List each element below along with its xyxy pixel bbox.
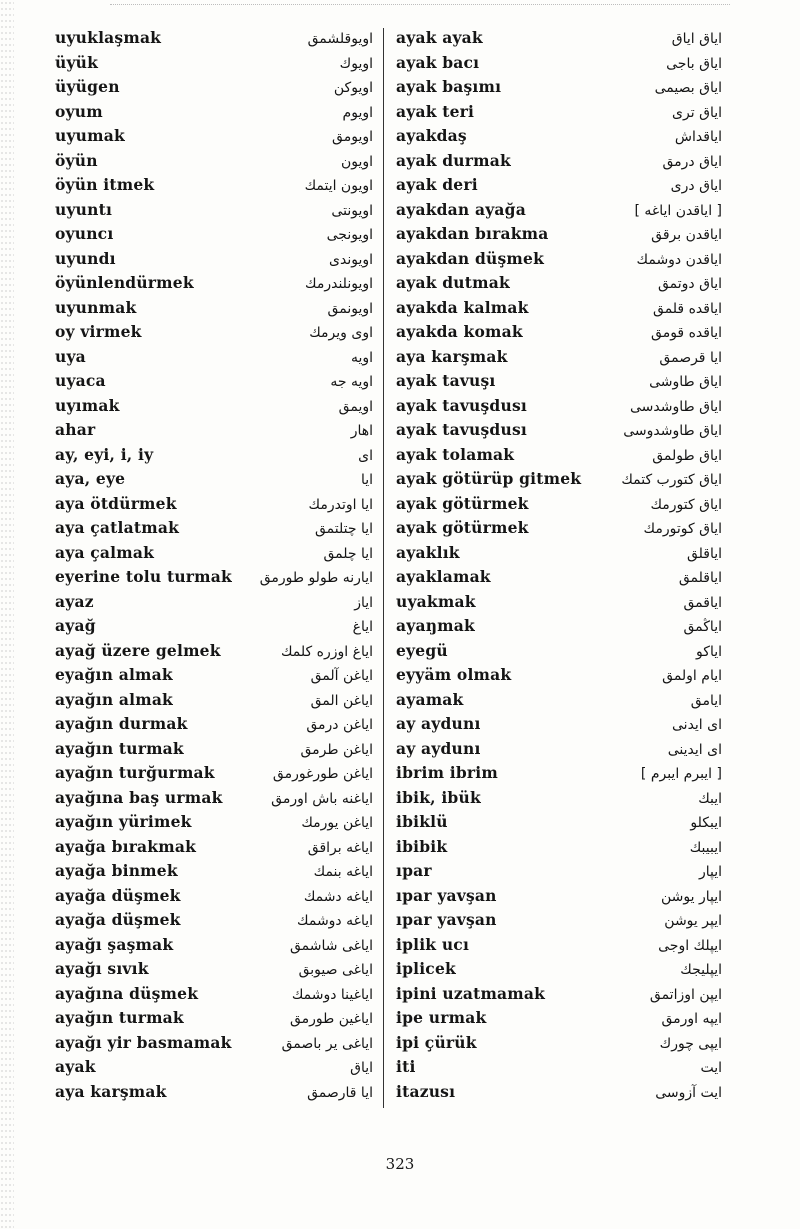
dictionary-entry — [396, 884, 722, 909]
entry-ottoman-script: ایاق تری — [672, 104, 722, 121]
entry-transliteration: üyük — [55, 52, 99, 72]
entry-transliteration: aya ötdürmek — [55, 493, 177, 513]
entry-transliteration: uyumak — [55, 126, 125, 145]
entry-transliteration: ayaz — [55, 591, 94, 611]
dictionary-entry — [396, 1006, 722, 1031]
dictionary-entry — [396, 590, 722, 615]
entry-ottoman-script: ایاقدن برقق — [651, 227, 722, 243]
entry-transliteration: ayaklamak — [396, 567, 491, 586]
entry-ottoman-script: اویون — [340, 153, 373, 170]
entry-transliteration: aya karşmak — [396, 346, 508, 366]
entry-ottoman-script: ایا قارصمق — [307, 1084, 373, 1101]
dictionary-entry — [396, 1080, 722, 1105]
dictionary-entry — [55, 418, 373, 443]
dictionary-entry — [396, 933, 722, 958]
dictionary-entry — [55, 320, 373, 345]
dictionary-entry — [55, 467, 373, 492]
entry-ottoman-script: ایاغی شاشمق — [290, 937, 373, 954]
dictionary-entry — [55, 222, 373, 247]
dictionary-entry — [55, 516, 373, 541]
entry-transliteration: ayağı şaşmak — [55, 934, 174, 954]
entry-ottoman-script: ایت آزوسی — [655, 1084, 722, 1101]
dictionary-entry — [55, 124, 373, 149]
entry-ottoman-script: ایاڭمق — [683, 619, 722, 635]
entry-transliteration: ayağın yürimek — [55, 812, 192, 831]
entry-ottoman-script: ایا چتلتمق — [314, 521, 373, 537]
entry-ottoman-script: ایاقلمق — [678, 570, 722, 586]
entry-ottoman-script: ایاغه بنمك — [313, 864, 373, 880]
entry-transliteration: ıpar yavşan — [396, 885, 497, 905]
dictionary-entry — [396, 492, 722, 517]
dictionary-entry — [55, 1055, 373, 1080]
entry-transliteration: ayak götürüp gitmek — [396, 469, 582, 488]
entry-ottoman-script: ایاغن یورمك — [301, 815, 373, 831]
dictionary-entry — [396, 639, 722, 664]
entry-ottoman-script: ایت — [700, 1060, 722, 1076]
entry-ottoman-script: ایاقدن دوشمك — [636, 251, 722, 268]
entry-ottoman-script: ایاقمق — [683, 594, 722, 611]
dictionary-entry — [396, 75, 722, 100]
entry-transliteration: ipe urmak — [396, 1008, 487, 1027]
entry-ottoman-script: اویون ایتمك — [304, 178, 373, 194]
entry-transliteration: ayağına baş urmak — [55, 787, 223, 807]
entry-ottoman-script: ایاغه دشمك — [303, 888, 373, 905]
entry-ottoman-script: ایاغن آلمق — [310, 668, 373, 684]
entry-ottoman-script: ایاقده قلمق — [653, 300, 722, 317]
entry-transliteration: ahar — [55, 420, 96, 439]
dictionary-entry — [55, 982, 373, 1007]
dictionary-entry — [55, 810, 373, 835]
scan-page-edge — [0, 0, 14, 1229]
dictionary-entry — [55, 737, 373, 762]
entry-ottoman-script: ایاق ایاق — [671, 31, 722, 47]
entry-transliteration: öyün — [55, 150, 98, 170]
dictionary-entry — [55, 296, 373, 321]
entry-ottoman-script: ایا اوتدرمك — [308, 496, 373, 513]
entry-ottoman-script: اویه — [350, 349, 373, 366]
entry-ottoman-script: ایاق كتورمك — [650, 496, 722, 513]
dictionary-entry — [55, 1080, 373, 1105]
dictionary-entry — [396, 614, 722, 639]
entry-ottoman-script: ایا قرصمق — [659, 349, 722, 366]
entry-transliteration: ayakda kalmak — [396, 297, 529, 317]
entry-transliteration: uyakmak — [396, 591, 476, 611]
entry-ottoman-script: ای — [358, 447, 373, 464]
dictionary-entry — [55, 51, 373, 76]
dictionary-entry — [396, 467, 722, 492]
entry-transliteration: iplicek — [396, 959, 456, 978]
entry-ottoman-script: اویوكن — [333, 80, 373, 96]
dictionary-entry — [396, 1031, 722, 1056]
entry-transliteration: ipi çürük — [396, 1032, 477, 1052]
entry-ottoman-script: ایاغن طورغورمق — [272, 766, 373, 782]
dictionary-entry — [55, 247, 373, 272]
entry-transliteration: ayak teri — [396, 101, 475, 121]
dictionary-entry — [396, 541, 722, 566]
dictionary-entry — [396, 443, 722, 468]
entry-ottoman-script: ایاغی صیوبق — [298, 962, 373, 978]
entry-transliteration: ayak ayak — [396, 28, 483, 47]
entry-ottoman-script: ایاغی یر باصمق — [281, 1035, 373, 1052]
entry-transliteration: iplik ucı — [396, 934, 470, 954]
entry-transliteration: ayak tavuşdusı — [396, 395, 527, 415]
dictionary-entry — [55, 369, 373, 394]
entry-ottoman-script: ایاق طاوشی — [649, 374, 722, 390]
entry-transliteration: eyağın almak — [55, 665, 173, 684]
entry-ottoman-script: اویونمق — [327, 300, 373, 317]
entry-ottoman-script: ایاق — [350, 1060, 373, 1076]
entry-transliteration: ayakdan ayağa — [396, 199, 526, 219]
entry-ottoman-script: ایاقلق — [686, 545, 722, 562]
dictionary-entry — [55, 1006, 373, 1031]
entry-transliteration: eyyäm olmak — [396, 665, 512, 684]
entry-ottoman-script: ایاق باجی — [666, 55, 722, 72]
dictionary-entry — [55, 565, 373, 590]
entry-ottoman-script: اویوندی — [329, 251, 373, 268]
dictionary-entry — [55, 345, 373, 370]
entry-transliteration: ıpar yavşan — [396, 910, 497, 929]
entry-transliteration: ayağa düşmek — [55, 910, 181, 929]
entry-transliteration: aya karşmak — [55, 1081, 167, 1101]
entry-transliteration: ıpar — [396, 861, 432, 880]
dictionary-entry — [55, 835, 373, 860]
entry-ottoman-script: ایا — [360, 472, 373, 488]
entry-ottoman-script: [ ایاقدن ایاغه ] — [634, 202, 722, 219]
entry-transliteration: ayağa bırakmak — [55, 836, 197, 856]
dictionary-entry — [55, 859, 373, 884]
entry-ottoman-script: ایارنه طولو طورمق — [259, 570, 373, 586]
entry-ottoman-script: ایاغ اوزره كلمك — [280, 643, 373, 660]
dictionary-entry — [55, 884, 373, 909]
dictionary-entry — [55, 75, 373, 100]
entry-ottoman-script: ایاق بصیمی — [654, 80, 722, 96]
entry-transliteration: uya — [55, 346, 86, 366]
dictionary-entry — [396, 173, 722, 198]
entry-transliteration: ayak deri — [396, 175, 478, 194]
entry-ottoman-script: ایپی چورك — [659, 1035, 722, 1052]
entry-ottoman-script: اویمق — [338, 398, 373, 415]
entry-transliteration: ayağın turmak — [55, 1008, 184, 1027]
entry-transliteration: ibibik — [396, 836, 448, 856]
entry-transliteration: ibik, ibük — [396, 787, 481, 807]
entry-transliteration: ayak bacı — [396, 52, 480, 72]
entry-ottoman-script: ایاقده قومق — [651, 325, 722, 341]
entry-transliteration: ayağa binmek — [55, 861, 178, 880]
dictionary-entry — [396, 418, 722, 443]
entry-ottoman-script: ایاق كتورب كتمك — [621, 472, 722, 488]
entry-transliteration: ayak dutmak — [396, 273, 510, 292]
entry-ottoman-script: اویومق — [332, 129, 373, 145]
entry-transliteration: ayak götürmek — [396, 518, 529, 537]
entry-ottoman-script: ایاغینا دوشمك — [291, 986, 373, 1003]
entry-transliteration: ayakdan bırakma — [396, 224, 549, 243]
entry-transliteration: ayakda komak — [396, 322, 523, 341]
entry-transliteration: uyaca — [55, 371, 106, 390]
entry-ottoman-script: اویوقلشمق — [307, 31, 373, 47]
dictionary-entry — [396, 737, 722, 762]
entry-transliteration: aya çalmak — [55, 542, 155, 562]
entry-ottoman-script: ایبك — [698, 790, 722, 807]
dictionary-entry — [396, 296, 722, 321]
right-column — [396, 26, 722, 1104]
dictionary-entry — [396, 663, 722, 688]
entry-ottoman-script: ایاز — [354, 594, 373, 611]
entry-transliteration: ayağın durmak — [55, 714, 188, 733]
dictionary-entry — [396, 957, 722, 982]
dictionary-entry — [55, 908, 373, 933]
entry-transliteration: ayakdaş — [396, 126, 467, 145]
entry-transliteration: ay, eyi, i, iy — [55, 444, 154, 464]
entry-ottoman-script: ایاق طاوشدسی — [629, 398, 722, 415]
entry-ottoman-script: ایاق دوتمق — [657, 276, 722, 292]
entry-transliteration: uyunmak — [55, 297, 137, 317]
dictionary-entry — [396, 1055, 722, 1080]
left-column — [55, 26, 373, 1104]
entry-transliteration: ayaŋmak — [396, 616, 475, 635]
entry-ottoman-script: اویونتی — [331, 202, 373, 219]
dictionary-entry — [396, 982, 722, 1007]
entry-transliteration: eyegü — [396, 640, 448, 660]
entry-ottoman-script: ایپلك اوجی — [658, 937, 722, 954]
entry-transliteration: ibiklü — [396, 812, 448, 831]
entry-ottoman-script: ایاق طولمق — [652, 447, 722, 464]
dictionary-entry — [396, 271, 722, 296]
dictionary-entry — [55, 786, 373, 811]
entry-ottoman-script: ایپن اوزاتمق — [649, 986, 722, 1003]
entry-ottoman-script: ایبیبك — [689, 839, 722, 856]
entry-ottoman-script: ایاغنه باش اورمق — [271, 790, 373, 807]
dictionary-entry — [55, 614, 373, 639]
entry-transliteration: ibrim ibrim — [396, 763, 498, 782]
entry-ottoman-script: [ ایبرم ایبرم ] — [640, 766, 722, 782]
entry-ottoman-script: اوی ویرمك — [309, 325, 373, 341]
dictionary-entry — [396, 320, 722, 345]
entry-ottoman-script: ایبكلو — [690, 815, 722, 831]
dictionary-entry — [396, 859, 722, 884]
entry-transliteration: eyerine tolu turmak — [55, 567, 232, 586]
dictionary-entry — [55, 761, 373, 786]
entry-ottoman-script: اویونلندرمك — [305, 276, 373, 292]
entry-transliteration: aya çatlatmak — [55, 518, 180, 537]
entry-transliteration: ayağın turmak — [55, 738, 184, 758]
entry-transliteration: öyün itmek — [55, 175, 155, 194]
entry-transliteration: ayakdan düşmek — [396, 248, 545, 268]
entry-ottoman-script: اویوم — [342, 104, 373, 121]
dictionary-entry — [55, 1031, 373, 1056]
entry-ottoman-script: ایپار یوشن — [660, 888, 722, 905]
entry-ottoman-script: ایاكو — [696, 643, 722, 660]
entry-ottoman-script: ایاق كوتورمك — [643, 521, 722, 537]
column-divider — [383, 28, 384, 1108]
dictionary-entry — [396, 100, 722, 125]
entry-transliteration: aya, eye — [55, 469, 126, 488]
entry-transliteration: ayak durmak — [396, 150, 511, 170]
dictionary-entry — [55, 688, 373, 713]
dictionary-entry — [55, 663, 373, 688]
entry-transliteration: ayak tolamak — [396, 444, 515, 464]
dictionary-entry — [55, 271, 373, 296]
dictionary-entry — [396, 712, 722, 737]
dictionary-entry — [55, 394, 373, 419]
entry-ottoman-script: اویه جه — [330, 374, 373, 390]
dictionary-entry — [396, 786, 722, 811]
dictionary-entry — [55, 443, 373, 468]
entry-transliteration: iti — [396, 1057, 416, 1076]
entry-transliteration: oyum — [55, 101, 103, 121]
dictionary-entry — [396, 51, 722, 76]
entry-ottoman-script: ایاق طاوشدوسی — [623, 423, 722, 439]
entry-transliteration: ayak götürmek — [396, 493, 529, 513]
entry-transliteration: uyımak — [55, 395, 120, 415]
dictionary-entry — [396, 149, 722, 174]
dictionary-entry — [55, 957, 373, 982]
entry-transliteration: ayağ — [55, 616, 96, 635]
dictionary-entry — [396, 222, 722, 247]
dictionary-entry — [396, 394, 722, 419]
dictionary-entry — [396, 688, 722, 713]
top-rule — [110, 4, 730, 5]
page-number: 323 — [385, 1155, 415, 1173]
dictionary-entry — [396, 908, 722, 933]
dictionary-entry — [55, 541, 373, 566]
entry-ottoman-script: ایاق درمق — [662, 153, 722, 170]
entry-transliteration: ay aydunı — [396, 738, 481, 758]
entry-transliteration: uyundı — [55, 248, 116, 268]
entry-ottoman-script: ایپه اورمق — [661, 1011, 722, 1027]
entry-ottoman-script: ایاقداش — [674, 129, 722, 145]
entry-ottoman-script: ایاغه براقق — [307, 839, 373, 856]
dictionary-entry — [55, 639, 373, 664]
entry-ottoman-script: اهار — [350, 423, 373, 439]
entry-transliteration: ayağın almak — [55, 689, 173, 709]
entry-transliteration: ayağ üzere gelmek — [55, 640, 221, 660]
entry-ottoman-script: ایپلیجك — [680, 962, 722, 978]
dictionary-entry — [396, 198, 722, 223]
entry-transliteration: ayağı sıvık — [55, 959, 149, 978]
entry-transliteration: ayağı yir basmamak — [55, 1032, 232, 1052]
entry-ottoman-script: ایاغن المق — [310, 692, 373, 709]
dictionary-entry — [55, 173, 373, 198]
entry-transliteration: uyuntı — [55, 199, 113, 219]
entry-ottoman-script: ایاغن طرمق — [300, 741, 373, 758]
dictionary-entry — [396, 810, 722, 835]
entry-transliteration: oy virmek — [55, 322, 142, 341]
dictionary-entry — [396, 345, 722, 370]
dictionary-entry — [396, 247, 722, 272]
entry-ottoman-script: ای ایدینی — [667, 741, 722, 758]
entry-transliteration: ayak tavuşdusı — [396, 420, 527, 439]
dictionary-entry — [396, 516, 722, 541]
entry-ottoman-script: ایامق — [690, 692, 722, 709]
entry-transliteration: ayak — [55, 1057, 96, 1076]
entry-ottoman-script: ایاغن درمق — [306, 717, 373, 733]
dictionary-entry — [55, 712, 373, 737]
dictionary-entry — [396, 565, 722, 590]
dictionary-entry — [396, 369, 722, 394]
dictionary-entry — [55, 492, 373, 517]
entry-ottoman-script: ایاق دری — [670, 178, 722, 194]
entry-ottoman-script: ایاغین طورمق — [289, 1011, 373, 1027]
entry-transliteration: uyuklaşmak — [55, 28, 162, 47]
dictionary-entry — [55, 198, 373, 223]
dictionary-entry — [55, 26, 373, 51]
dictionary-entry — [396, 761, 722, 786]
entry-transliteration: ayağın turğurmak — [55, 763, 215, 782]
entry-transliteration: ayaklık — [396, 542, 460, 562]
dictionary-entry — [55, 933, 373, 958]
entry-transliteration: itazusı — [396, 1081, 456, 1101]
dictionary-entry — [55, 100, 373, 125]
dictionary-entry — [396, 26, 722, 51]
entry-transliteration: oyuncı — [55, 224, 114, 243]
entry-transliteration: ayak tavuşı — [396, 371, 496, 390]
entry-ottoman-script: ایاغه دوشمك — [297, 913, 373, 929]
entry-ottoman-script: اویوك — [339, 55, 373, 72]
entry-transliteration: ayak başımı — [396, 77, 502, 96]
dictionary-entry — [396, 124, 722, 149]
entry-transliteration: ayamak — [396, 689, 464, 709]
entry-ottoman-script: ایا چلمق — [323, 545, 373, 562]
entry-ottoman-script: ایام اولمق — [662, 668, 722, 684]
entry-transliteration: ipini uzatmamak — [396, 983, 546, 1003]
dictionary-entry — [55, 590, 373, 615]
entry-ottoman-script: اویونجی — [326, 227, 373, 243]
entry-transliteration: ay aydunı — [396, 714, 481, 733]
entry-transliteration: ayağına düşmek — [55, 983, 199, 1003]
entry-transliteration: üyügen — [55, 77, 120, 96]
dictionary-entry — [55, 149, 373, 174]
entry-ottoman-script: ایاغ — [352, 619, 373, 635]
entry-ottoman-script: ایپر یوشن — [664, 913, 722, 929]
entry-ottoman-script: ای ایدنی — [672, 717, 722, 733]
entry-transliteration: ayağa düşmek — [55, 885, 181, 905]
dictionary-entry — [396, 835, 722, 860]
entry-transliteration: öyünlendürmek — [55, 273, 194, 292]
entry-ottoman-script: ایپار — [698, 864, 722, 880]
